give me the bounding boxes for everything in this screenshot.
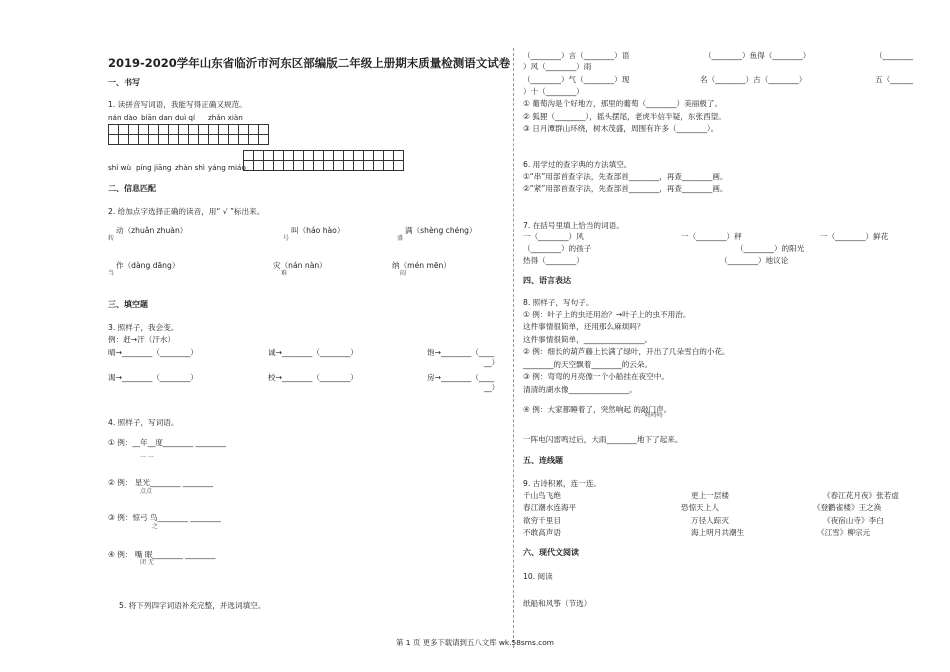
dotted-char: 当 [108,270,115,277]
section-heading: 一、书写 [108,78,140,87]
fill-blank-line[interactable]: 清清的湖水像________________。 [523,385,637,394]
sentence-line: ④ 例：大家都睡着了，突然响起 的敲门声。 [523,405,672,414]
example-answer: 汗（汗水） [137,335,176,344]
fill-blank-line[interactable]: （________ [875,51,913,60]
section-heading: 四、语言表达 [523,276,571,285]
fill-blank-line[interactable]: 晴→________（________） [108,348,198,357]
dotted-char: 号 [283,235,290,242]
match-item[interactable]: 不敢高声语 [523,528,561,537]
pinyin-label: zhàn shì [175,163,205,172]
fill-blank-line[interactable]: 一（________）秤 [681,232,742,241]
pinyin-label: yáng miáo [208,163,246,172]
reading-choice: 灾（nán nàn） [273,261,327,270]
fill-blank-line[interactable]: ）风（________）雨 [523,62,592,71]
pinyin-label: shí wù [108,163,132,172]
section-heading: 三、填空题 [108,300,148,309]
dotted-char: 转 [108,235,115,242]
fill-blank-line[interactable]: ③ 例：惊弓 鸟________ ________ [108,513,221,522]
match-item[interactable]: 万径人踪灭 [691,516,729,525]
section-heading: 五、连线题 [523,456,563,465]
dotted-char: 闷 [400,270,407,277]
dotted-char: 闭 无 [140,559,154,566]
fill-blank-line[interactable]: （________）言（________）语 [523,51,630,60]
fill-blank-line[interactable]: （________）的孩子 [523,244,592,253]
fill-blank-line[interactable]: ________的天空飘着________的云朵。 [523,360,653,369]
question-stem: 4. 照样子，写词语。 [108,418,179,427]
reading-choice: 纳（mén mēn） [392,261,451,270]
match-item[interactable]: 春江潮水连海平 [523,503,577,512]
question-stem: 8. 照样子，写句子。 [523,298,594,307]
fill-blank-line[interactable]: ）十（________） [523,87,584,96]
fill-blank-line[interactable]: 一（________）鲜花 [820,232,889,241]
dotted-char: 盛 [397,235,404,242]
fill-blank-line[interactable]: ① 例：__年__度________ ________ [108,438,226,447]
match-item[interactable]: 欲穷千里目 [523,516,561,525]
dotted-char: 一 一 [140,454,154,461]
section-heading: 二、信息匹配 [108,184,156,193]
fill-blank-line[interactable]: 饱→________（____ [427,348,495,357]
reading-choice: 叫（háo hào） [291,226,345,235]
sentence-line: ② 例：细长的葫芦藤上长满了绿叶，开出了几朵雪白的小花。 [523,347,730,356]
fill-blank-line[interactable]: 房→________（____ [427,373,495,382]
match-item[interactable]: 恐惊天上人 [681,503,719,512]
fill-blank-sentence[interactable]: ② 狐狸（________），摇头摆尾，老虎半信半疑，东张西望。 [523,112,726,121]
passage-title: 纸船和风筝（节选） [523,599,592,608]
question-stem: 1. 读拼音写词语，我能写得正确又规范。 [108,100,247,109]
fill-blank-line[interactable]: ①“串”用部首查字法，先查部首________，再查________画。 [523,172,728,181]
fill-blank-line[interactable]: 一（________）风 [523,232,584,241]
fill-blank-line[interactable]: （________）的阳光 [736,244,805,253]
fill-blank-line[interactable]: 名（________）古（________） [700,75,807,84]
question-stem: 6. 用学过的查字典的方法填空。 [523,160,632,169]
dotted-char: 咚咚咚 [645,412,664,419]
fill-blank-sentence[interactable]: ③ 日月潭群山环绕，树木茂盛，周围有许多（________）。 [523,124,719,133]
fill-blank-line[interactable]: 诚→________（________） [268,348,358,357]
sentence-line: ③ 例：弯弯的月亮像一个小船挂在夜空中。 [523,372,669,381]
fill-blank-line[interactable]: 渴→________（________） [108,373,198,382]
sentence-line: 这件事情很简单，还用那么麻烦吗？ [523,322,645,331]
fill-blank-line[interactable]: ②“紧”用部首查字法，先查部首________，再查________画。 [523,184,728,193]
fill-blank-line[interactable]: 这件事情很简单，________________。 [523,335,653,344]
fill-blank-sentence[interactable]: ① 葡萄沟是个好地方，那里的葡萄（________）美丽极了。 [523,99,723,108]
sentence-line: ① 例：叶子上的虫还用治？→叶子上的虫不用治。 [523,310,691,319]
question-stem: 10. 阅读 [523,572,553,581]
section-heading: 六、现代文阅读 [523,548,579,557]
fill-blank-line[interactable]: （________）鱼得（________） [704,51,811,60]
fill-blank-line[interactable]: 热得（________） [523,256,584,265]
fill-blank-line[interactable]: ④ 例： 嘴 眠________ ________ [108,550,216,559]
column-divider [513,48,514,648]
question-stem: 7. 在括号里填上恰当的词语。 [523,221,624,230]
fill-blank-line[interactable]: （________）气（________）现 [523,75,630,84]
match-item[interactable]: 《夜宿山寺》李白 [823,516,884,525]
match-item[interactable]: 千山鸟飞绝 [523,491,561,500]
pinyin-label: zhǎn xiàn [208,113,243,122]
reading-choice: 作（dàng dāng） [116,261,180,270]
fill-blank-line[interactable]: 五（______ [875,75,913,84]
fill-blank-line[interactable]: （________）地议论 [720,256,789,265]
page-footer: 第 1 页 更多下载请到五八文库 wk.58sms.com [396,638,554,647]
fill-blank-line[interactable]: ② 例： 星光________ ________ [108,478,214,487]
match-item[interactable]: 《春江花月夜》张若虚 [823,491,899,500]
pinyin-label: nán dào [108,113,138,122]
match-item[interactable]: 《登鹳雀楼》王之涣 [813,503,882,512]
fill-blank-tail: __） [484,358,500,367]
page-title: 2019-2020学年山东省临沂市河东区部编版二年级上册期末质量检测语文试卷 [108,56,511,70]
writing-grid[interactable] [108,124,269,145]
reading-choice: 满（shèng chéng） [405,226,477,235]
question-stem: 3. 照样子，我会变。 [108,323,179,332]
reading-choice: 动（zhuǎn zhuàn） [116,226,188,235]
pinyin-label: píng jiāng [136,163,172,172]
dotted-char: 之 [152,523,159,530]
example-label [108,335,175,345]
fill-blank-tail: __） [484,383,500,392]
question-stem: 2. 给加点字选择正确的读音，用“ √ ”标出来。 [108,207,265,216]
pinyin-label: duì qí [175,113,195,122]
example-text: 例：赶→ [108,335,138,344]
match-item[interactable]: 海上明月共潮生 [691,528,745,537]
fill-blank-line[interactable]: 一阵电闪雷鸣过后，大雨________地下了起来。 [523,435,683,444]
question-stem: 9. 古诗积累，连一连。 [523,479,602,488]
fill-blank-line[interactable]: 校→________（________） [268,373,358,382]
dotted-char: 点点 [140,488,153,495]
question-stem: 5. 将下列四字词语补充完整，并选词填空。 [119,601,266,610]
writing-grid[interactable] [243,150,404,171]
match-item[interactable]: 更上一层楼 [691,491,729,500]
pinyin-label: biān dan [141,113,173,122]
dotted-char: 难 [281,270,288,277]
match-item[interactable]: 《江雪》柳宗元 [817,528,871,537]
